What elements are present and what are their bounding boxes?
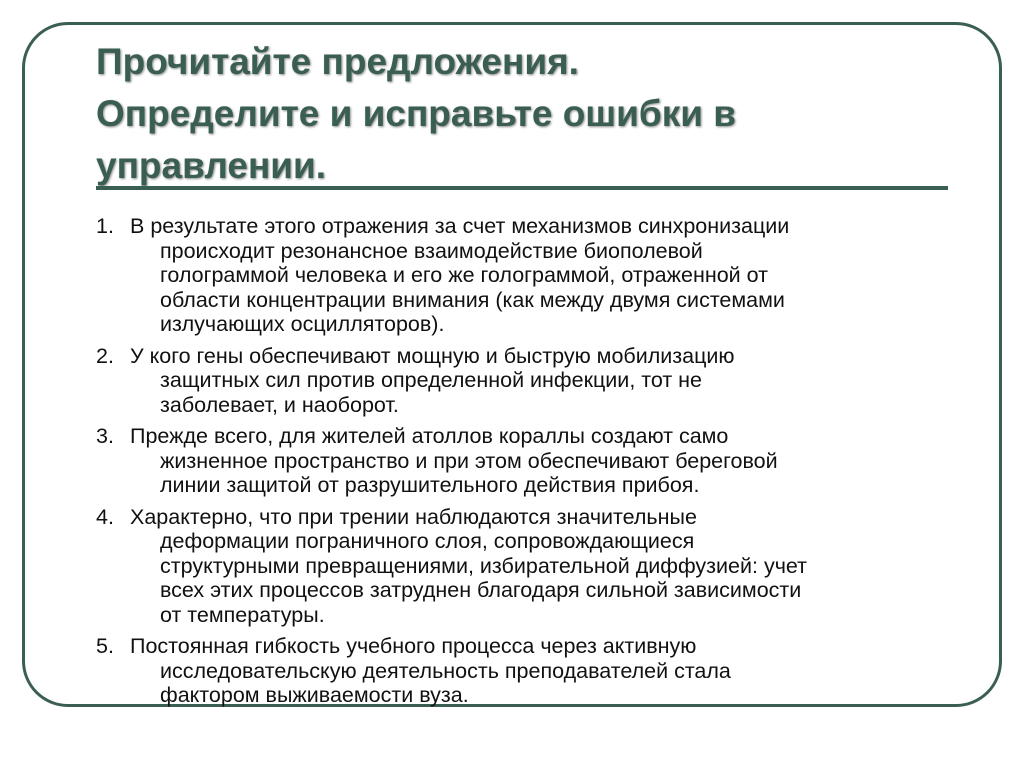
- title-line: Определите и исправьте ошибки в: [96, 93, 737, 134]
- item-line: линии защитой от разрушительного действия прибоя.: [160, 473, 700, 497]
- item-line: Постоянная гибкость учебного процесса через активную: [130, 634, 697, 658]
- item-line: исследовательскую деятельность преподавателей стала: [160, 658, 731, 683]
- item-line: фактором выживаемости вуза.: [160, 683, 469, 707]
- title-line: Прочитайте предложения.: [96, 41, 579, 82]
- item-line: У кого гены обеспечивают мощную и быструю мобилизацию: [130, 343, 735, 368]
- item-line: Характерно, что при трении наблюдаются значительные: [130, 504, 697, 529]
- list-item: [96, 424, 976, 498]
- item-text: [130, 214, 976, 337]
- list-item: [96, 214, 976, 337]
- list-item: [96, 344, 976, 418]
- item-number: 4.: [96, 504, 114, 529]
- slide-title: [96, 36, 956, 192]
- item-number: 2.: [96, 343, 114, 368]
- item-number: 5.: [96, 634, 114, 658]
- sentence-list: [96, 214, 976, 715]
- item-line: излучающих осцилляторов).: [160, 312, 445, 336]
- item-line: происходит резонансное взаимодействие биополевой: [160, 238, 703, 263]
- item-number: 1.: [96, 214, 114, 238]
- item-text: [130, 344, 976, 418]
- item-line: заболевает, и наоборот.: [160, 392, 399, 417]
- item-line: жизненное пространство и при этом обеспечивают береговой: [160, 448, 778, 473]
- item-text: [130, 424, 976, 498]
- title-divider: [96, 186, 948, 190]
- item-line: В результате этого отражения за счет механизмов синхронизации: [130, 214, 790, 238]
- item-line: голограммой человека и его же голограммой, отраженной от: [160, 263, 768, 287]
- title-line: управлении.: [96, 145, 327, 186]
- item-line: Прежде всего, для жителей атоллов кораллы создают само: [130, 424, 729, 448]
- item-line: защитных сил против определенной инфекции, тот не: [160, 368, 703, 392]
- item-text: [130, 505, 976, 628]
- item-line: от температуры.: [160, 602, 325, 627]
- item-number: 3.: [96, 424, 114, 448]
- item-line: структурными превращениями, избирательной диффузией: учет: [160, 553, 807, 578]
- item-line: деформации пограничного слоя, сопровождающиеся: [160, 529, 695, 553]
- item-line: всех этих процессов затруднен благодаря сильной зависимости: [160, 578, 802, 602]
- item-line: области концентрации внимания (как между двумя системами: [160, 287, 785, 312]
- list-item: [96, 634, 976, 708]
- item-text: [130, 634, 976, 708]
- list-item: [96, 505, 976, 628]
